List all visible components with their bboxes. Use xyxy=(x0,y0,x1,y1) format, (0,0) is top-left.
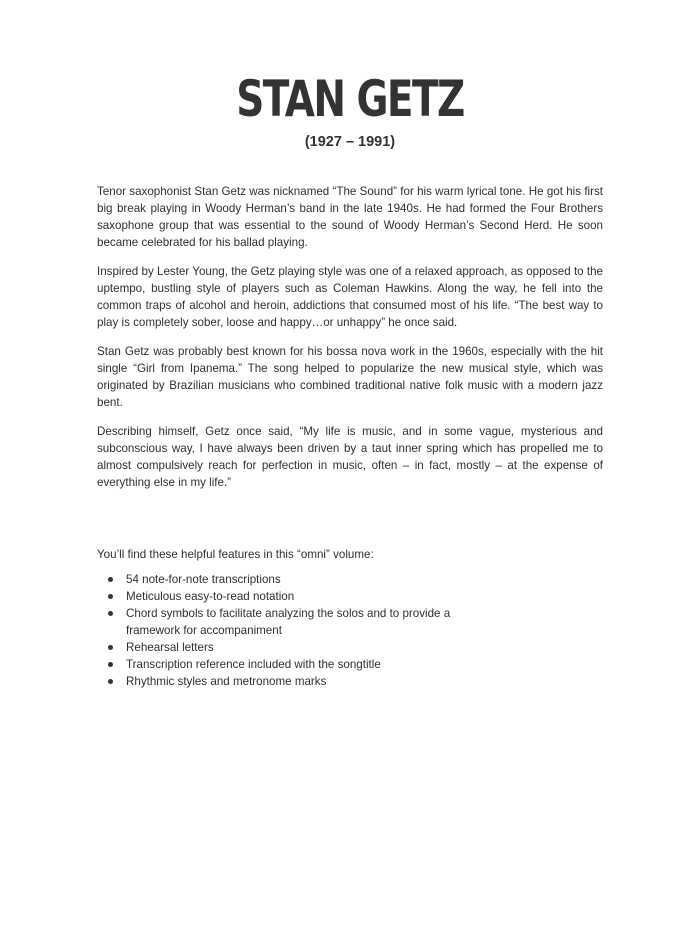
features-list xyxy=(97,571,603,690)
list-item xyxy=(97,656,486,673)
biography-paragraph: Inspired by Lester Young, the Getz playing style was one of a relaxed approach, as opposed to the uptempo, bustling style of players such as Coleman Hawkins. Along the way, he fell into the common traps of alcohol and heroin, addictions that consumed most of his life. “The best way to play is completely sober, loose and happy…or unhappy” he once said. xyxy=(97,265,603,329)
list-item-text: Meticulous easy-to-read notation xyxy=(126,590,295,603)
list-item xyxy=(97,605,486,639)
list-item xyxy=(97,639,486,656)
bullet-icon xyxy=(108,594,113,599)
page-title: STAN GETZ xyxy=(236,70,464,128)
list-item xyxy=(97,673,486,690)
list-item-text: Rhythmic styles and metronome marks xyxy=(126,675,327,688)
features-intro: You’ll find these helpful features in this “omni” volume: xyxy=(97,548,374,561)
bullet-icon xyxy=(108,611,113,616)
biography-paragraph: Describing himself, Getz once said, “My life is music, and in some vague, mysterious and subconscious way, I have always been driven by a taut inner spring which has propelled me to almost compulsively reach for perfection in music, often – in fact, mostly – at the expense of everything else in my life.” xyxy=(97,425,603,489)
list-item-text: Chord symbols to facilitate analyzing the solos and to provide a framework for accompaniment xyxy=(126,607,451,637)
biography-section xyxy=(97,183,603,503)
bullet-icon xyxy=(108,679,113,684)
list-item-text: Rehearsal letters xyxy=(126,641,214,654)
biography-paragraph: Stan Getz was probably best known for his bossa nova work in the 1960s, especially with the hit single “Girl from Ipanema.” The song helped to popularize the new musical style, which was originated by Brazilian musicians who combined traditional native folk music with a modern jazz bent. xyxy=(97,345,603,409)
features-section xyxy=(97,546,603,690)
life-dates: (1927 – 1991) xyxy=(304,134,396,150)
bullet-icon xyxy=(108,645,113,650)
list-item-text: 54 note-for-note transcriptions xyxy=(126,573,281,586)
bullet-icon xyxy=(108,662,113,667)
list-item xyxy=(97,588,486,605)
biography-paragraph: Tenor saxophonist Stan Getz was nicknamed “The Sound” for his warm lyrical tone. He got his first big break playing in Woody Herman’s band in the late 1940s. He had formed the Four Brothers saxophone group that was essential to the sound of Woody Herman’s Second Herd. He soon became celebrated for his ballad playing. xyxy=(97,185,603,249)
bullet-icon xyxy=(108,577,113,582)
list-item-text: Transcription reference included with the songtitle xyxy=(126,658,381,671)
list-item xyxy=(97,571,486,588)
